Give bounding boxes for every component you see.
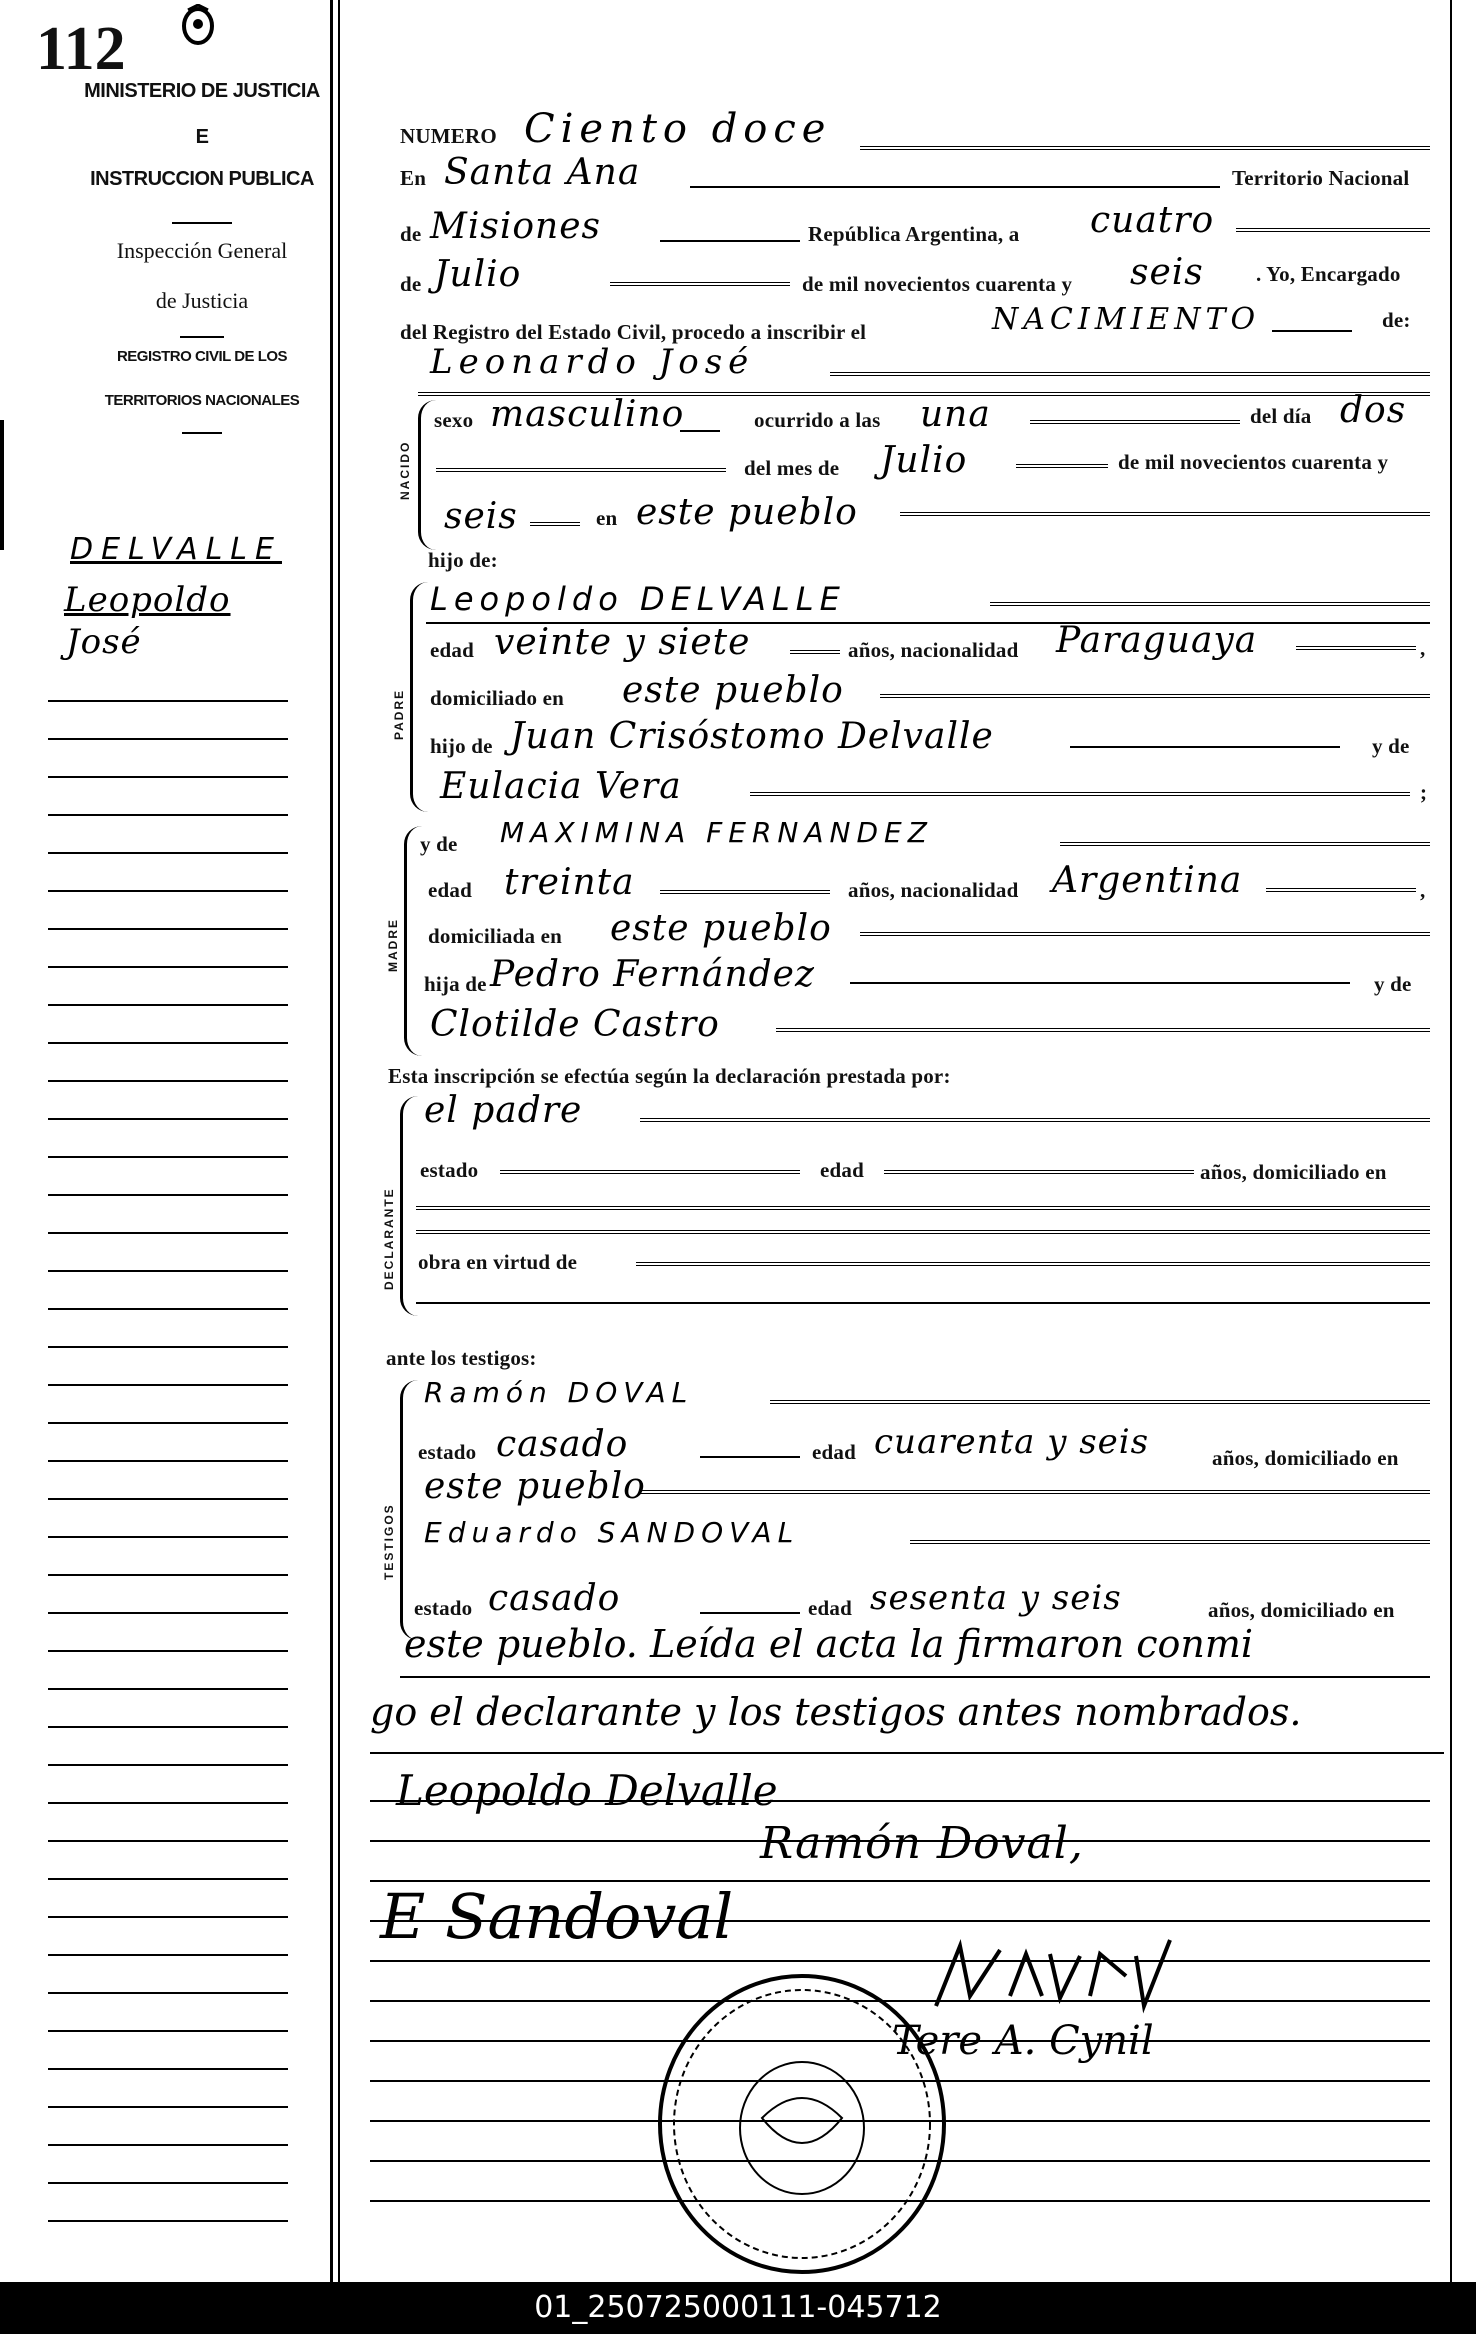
margin-rule-line <box>48 1308 288 1310</box>
label-de-1: de <box>400 222 422 246</box>
margin-rule-line <box>48 890 288 892</box>
label-republica: República Argentina, a <box>808 222 1020 246</box>
margin-rule-line <box>48 966 288 968</box>
margin-rule-line <box>48 1726 288 1728</box>
closing-line-1: este pueblo. Leída el acta la firmaron conmi <box>404 1622 1254 1666</box>
margin-rule-line <box>48 1650 288 1652</box>
value-testigo1-estado: casado <box>496 1424 629 1465</box>
margin-rule-line <box>48 1346 288 1348</box>
value-padre-nacionalidad: Paraguaya <box>1056 620 1258 661</box>
line-abuelo-paterno <box>1070 746 1340 748</box>
margin-rule-line <box>48 852 288 854</box>
value-testigo1-edad: cuarenta y seis <box>874 1422 1150 1462</box>
value-mes-acta: Julio <box>434 254 522 295</box>
line-madre-edad <box>660 890 830 894</box>
value-abuelo-materno: Pedro Fernández <box>490 954 815 995</box>
registry-line2: TERRITORIOS NACIONALES <box>104 392 300 409</box>
value-testigo1-nombre: Ramón DOVAL <box>424 1376 694 1409</box>
line-padre-domicilio <box>880 694 1430 698</box>
label-ante-testigos: ante los testigos: <box>386 1346 537 1370</box>
label-declarante-edad: edad <box>820 1158 864 1182</box>
line-obra-virtud-2 <box>416 1302 1430 1304</box>
label-comma-1: , <box>1420 636 1426 660</box>
line-nombre <box>830 372 1430 376</box>
line-acto <box>1272 330 1352 332</box>
label-ocurrido: ocurrido a las <box>754 408 881 432</box>
label-hijo-de: hijo de: <box>428 548 498 572</box>
margin-rule-line <box>48 1080 288 1082</box>
side-label-nacido: NACIDO <box>398 440 412 500</box>
line-declarante-1 <box>416 1206 1430 1210</box>
line-madre-domicilio <box>860 932 1430 936</box>
label-territorio: Territorio Nacional <box>1232 166 1410 190</box>
line-abuela-paterna <box>750 792 1410 796</box>
value-abuela-materna: Clotilde Castro <box>430 1004 720 1045</box>
line-padre-nombre <box>990 602 1430 606</box>
bracket-madre <box>404 826 427 1056</box>
label-semicolon: ; <box>1420 780 1428 804</box>
label-del-registro: del Registro del Estado Civil, procedo a inscribir el <box>400 320 867 344</box>
label-testigo2-estado: estado <box>414 1596 473 1620</box>
line-testigo1-nombre <box>770 1400 1430 1404</box>
label-de-2: de <box>400 272 422 296</box>
margin-rule-line <box>48 1194 288 1196</box>
left-page-edge <box>0 420 4 550</box>
margin-rule-line <box>48 1840 288 1842</box>
margin-rule-line <box>48 1764 288 1766</box>
line-testigo2-estado <box>700 1612 800 1614</box>
value-numero: Ciento doce <box>524 106 832 152</box>
label-y-de-2: y de <box>1374 972 1412 996</box>
line-hora <box>1030 420 1240 424</box>
line-dia-nac-pre <box>436 468 726 472</box>
document-code-footer: 01_250725000111-045712 <box>0 2282 1476 2334</box>
margin-rule-line <box>48 2144 288 2146</box>
margin-rule-line <box>48 1270 288 1272</box>
value-madre-nacionalidad: Argentina <box>1052 860 1243 901</box>
value-abuela-paterna: Eulacia Vera <box>440 766 682 807</box>
margin-given-1: Leopoldo <box>64 580 231 620</box>
label-testigo2-edad: edad <box>808 1596 852 1620</box>
official-seal-icon <box>652 1968 952 2280</box>
margin-rule-line <box>48 1954 288 1956</box>
line-mes-nac <box>1016 464 1108 468</box>
value-lugar-nac: este pueblo <box>636 492 858 533</box>
ministry-line1: MINISTERIO DE JUSTICIA <box>84 80 320 102</box>
inspection-line1: Inspección General <box>116 238 288 263</box>
line-abuelo-materno <box>850 982 1350 984</box>
margin-rule-line <box>48 1156 288 1158</box>
side-label-padre: PADRE <box>392 688 406 740</box>
margin-rule-line <box>48 1992 288 1994</box>
signature-witness-1: Ramón Doval, <box>760 1818 1084 1869</box>
line-territorio <box>660 240 800 242</box>
label-yo-encargado: . Yo, Encargado <box>1256 262 1401 286</box>
margin-rule-line <box>48 1042 288 1044</box>
margin-rule-line <box>48 776 288 778</box>
label-declarante-domiciliado: años, domiciliado en <box>1200 1160 1387 1184</box>
value-declarante: el padre <box>424 1090 583 1131</box>
value-abuelo-paterno: Juan Crisóstomo Delvalle <box>510 716 994 757</box>
line-madre-nombre <box>1060 842 1430 846</box>
label-declarante-estado: estado <box>420 1158 479 1182</box>
label-testigo2-domiciliado: años, domiciliado en <box>1208 1598 1395 1622</box>
line-mes-acta <box>610 282 790 286</box>
signature-father: Leopoldo Delvalle <box>396 1766 778 1815</box>
line-lugar-nac <box>900 512 1430 516</box>
line-testigo2-nombre <box>910 1540 1430 1544</box>
page-number: 112 <box>36 15 126 83</box>
margin-rule-line <box>48 738 288 740</box>
value-dia-nac: dos <box>1340 390 1407 431</box>
margin-rule-line <box>48 928 288 930</box>
side-label-declarante: DECLARANTE <box>382 1187 396 1290</box>
line-testigo1-domicilio <box>640 1490 1430 1494</box>
margin-rule-line <box>48 1118 288 1120</box>
label-testigo1-estado: estado <box>418 1440 477 1464</box>
margin-rule-line <box>48 1574 288 1576</box>
side-label-madre: MADRE <box>386 918 400 972</box>
value-anio-nac: seis <box>444 496 518 537</box>
line-lugar <box>690 186 1220 188</box>
left-column-border <box>330 0 333 2282</box>
line-abuela-materna <box>776 1028 1430 1032</box>
label-padre-domiciliado: domiciliado en <box>430 686 565 710</box>
line-madre-nacionalidad <box>1266 888 1416 892</box>
value-nombre: Leonardo José <box>430 342 755 382</box>
header-rule-3 <box>182 432 222 434</box>
margin-rule-line <box>48 2106 288 2108</box>
label-numero: NUMERO <box>400 124 497 148</box>
label-obra-virtud: obra en virtud de <box>418 1250 578 1274</box>
value-testigo1-domicilio: este pueblo <box>424 1466 646 1507</box>
label-de-colon: de: <box>1382 308 1411 332</box>
margin-surname: DELVALLE <box>70 532 282 567</box>
label-madre-edad: edad <box>428 878 472 902</box>
margin-rule-line <box>48 2182 288 2184</box>
line-padre-edad <box>790 650 840 654</box>
left-column-border-inner <box>338 0 340 2282</box>
line-declarante <box>640 1118 1430 1122</box>
label-y-de-madre: y de <box>420 832 458 856</box>
header-rule-2 <box>180 336 224 338</box>
label-mil-novecientos: de mil novecientos cuarenta y <box>802 272 1073 296</box>
label-comma-2: , <box>1420 878 1426 902</box>
value-madre-edad: treinta <box>504 862 635 903</box>
line-closing-2 <box>370 1752 1444 1754</box>
margin-rule-line <box>48 1498 288 1500</box>
label-madre-domiciliada: domiciliada en <box>428 924 563 948</box>
label-padre-nacionalidad: años, nacionalidad <box>848 638 1019 662</box>
line-sexo <box>680 430 720 432</box>
margin-rule-line <box>48 1878 288 1880</box>
value-mes-nac: Julio <box>880 440 968 481</box>
value-padre-domicilio: este pueblo <box>622 670 844 711</box>
line-anio-nac <box>530 522 580 526</box>
value-lugar: Santa Ana <box>444 152 641 193</box>
margin-rule-line <box>48 1536 288 1538</box>
signature-official: Tere A. Cynil <box>892 2018 1154 2064</box>
margin-rule-line <box>48 2220 288 2222</box>
margin-rule-line <box>48 1802 288 1804</box>
value-testigo2-edad: sesenta y seis <box>870 1578 1122 1618</box>
label-del-dia: del día <box>1250 404 1312 428</box>
line-numero <box>860 146 1430 150</box>
label-madre-hija-de: hija de <box>424 972 487 996</box>
margin-rule-line <box>48 1688 288 1690</box>
value-acto: NACIMIENTO <box>992 302 1261 337</box>
line-obra-virtud <box>636 1262 1430 1266</box>
ministry-line2: E <box>195 126 209 148</box>
label-mil-nov-y: de mil novecientos cuarenta y <box>1118 450 1389 474</box>
closing-line-2: go el declarante y los testigos antes nombrados. <box>370 1690 1302 1734</box>
line-dia-acta <box>1236 228 1430 232</box>
line-closing-1 <box>400 1676 1430 1678</box>
margin-rule-line <box>48 1004 288 1006</box>
value-padre-edad: veinte y siete <box>494 622 751 663</box>
inspection-line2: de Justicia <box>155 288 249 313</box>
margin-rule-line <box>48 1422 288 1424</box>
label-y-de-1: y de <box>1372 734 1410 758</box>
line-declarante-estado <box>500 1170 800 1174</box>
margin-rule-line <box>48 1384 288 1386</box>
value-hora: una <box>920 394 991 435</box>
line-testigo1-estado <box>700 1456 800 1458</box>
margin-rule-line <box>48 2030 288 2032</box>
label-declaracion: Esta inscripción se efectúa según la declaración prestada por: <box>388 1064 951 1088</box>
value-territorio: Misiones <box>430 206 602 247</box>
value-dia-acta: cuatro <box>1090 200 1215 241</box>
line-padre-nacionalidad <box>1296 646 1416 650</box>
ministry-line3: INSTRUCCION PUBLICA <box>90 168 314 190</box>
label-testigo1-domiciliado: años, domiciliado en <box>1212 1446 1399 1470</box>
line-declarante-2 <box>416 1230 1430 1234</box>
label-madre-nacionalidad: años, nacionalidad <box>848 878 1019 902</box>
side-label-testigos: TESTIGOS <box>382 1503 396 1580</box>
header-rule <box>172 222 232 224</box>
value-anio-acta: seis <box>1130 252 1204 293</box>
signature-witness-2: E Sandoval <box>380 1880 734 1953</box>
value-padre-nombre: Leopoldo DELVALLE <box>430 580 846 618</box>
coat-of-arms-icon <box>180 4 216 48</box>
label-en-lower: en <box>596 506 618 530</box>
margin-rule-line <box>48 1232 288 1234</box>
label-testigo1-edad: edad <box>812 1440 856 1464</box>
right-page-edge <box>1450 0 1452 2282</box>
official-initials-scribble <box>930 1936 1180 2026</box>
label-en: En <box>400 166 427 190</box>
signature-rule-line <box>370 1960 1430 1962</box>
value-madre-domicilio: este pueblo <box>610 908 832 949</box>
value-madre-nombre: MAXIMINA FERNANDEZ <box>500 816 933 849</box>
value-sexo: masculino <box>490 394 685 435</box>
margin-rule-line <box>48 814 288 816</box>
margin-rule-line <box>48 1612 288 1614</box>
margin-rule-line <box>48 2068 288 2070</box>
margin-rule-line <box>48 1916 288 1918</box>
line-declarante-edad <box>884 1170 1194 1174</box>
margin-given-2: José <box>66 622 142 662</box>
margin-rule-line <box>48 700 288 702</box>
value-testigo2-nombre: Eduardo SANDOVAL <box>424 1516 800 1549</box>
margin-rule-line <box>48 1460 288 1462</box>
value-testigo2-estado: casado <box>488 1578 621 1619</box>
label-sexo: sexo <box>434 408 474 432</box>
label-padre-edad: edad <box>430 638 474 662</box>
label-del-mes: del mes de <box>744 456 840 480</box>
registry-line1: REGISTRO CIVIL DE LOS <box>116 348 288 365</box>
label-padre-hijo-de: hijo de <box>430 734 493 758</box>
